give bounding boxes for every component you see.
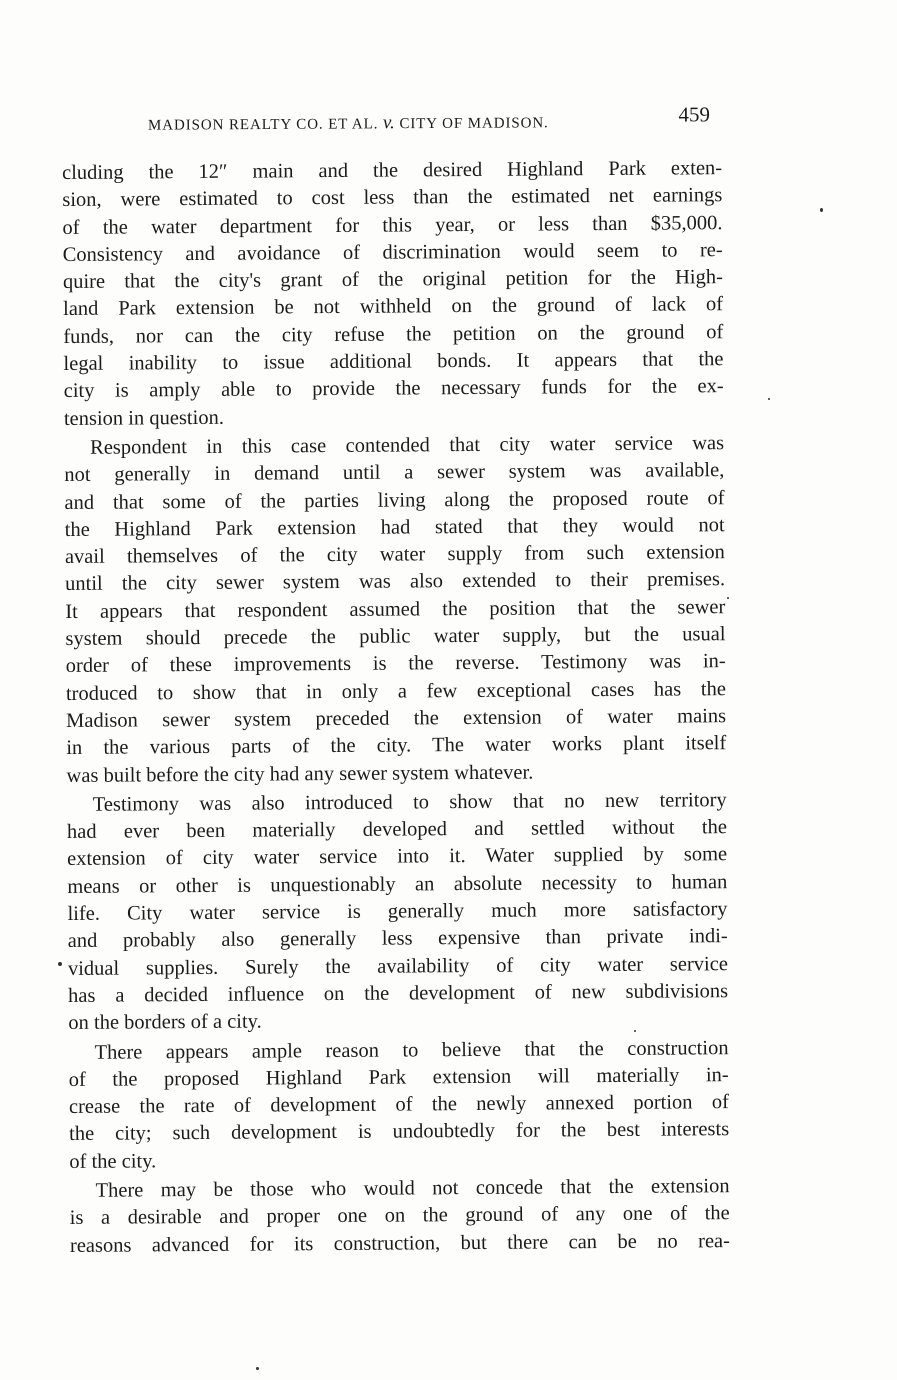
text-line: has a decided influence on the development of new subdivisions xyxy=(68,980,729,1007)
running-head xyxy=(148,102,710,135)
text-line: life. City water service is generally much more satisfactory xyxy=(67,898,728,925)
text-line: the city; such development is undoubtedly for the best interests xyxy=(69,1118,730,1146)
text-line: of the proposed Highland Park extension will materially in- xyxy=(68,1063,729,1091)
text-line: in the various parts of the city. The water works plant itself xyxy=(66,732,727,760)
text-line: legal inability to issue additional bonds. It appears that the xyxy=(63,348,724,376)
paragraph-2 xyxy=(64,430,727,790)
text-line: is a desirable and proper one on the ground of any one of the xyxy=(69,1202,730,1230)
text-line: troduced to show that in only a few exceptional cases has the xyxy=(65,677,726,705)
text-line: funds, nor can the city refuse the petition on the ground of xyxy=(63,320,724,348)
paragraph-4 xyxy=(68,1035,729,1176)
text-line: sion, were estimated to cost less than the estimated net earnings xyxy=(62,184,723,212)
text-line: Madison sewer system preceded the extension of water mains xyxy=(66,705,727,732)
paragraph-5 xyxy=(69,1173,730,1260)
running-title-end: CITY OF MADISON. xyxy=(399,115,549,133)
text-line: until the city sewer system was also extended to their premises. xyxy=(65,568,726,596)
scan-speck xyxy=(634,1030,636,1032)
text-line: extension of city water service into it. Water supplied by some xyxy=(67,843,728,871)
paragraph-3 xyxy=(67,787,729,1038)
scan-speck xyxy=(256,1367,259,1370)
text-line: on the borders of a city. xyxy=(68,1010,262,1035)
text-line: It appears that respondent assumed the position that the sewer xyxy=(65,595,726,623)
text-line: Respondent in this case contended that city water service was xyxy=(90,432,725,459)
text-line: crease the rate of development of the newly annexed portion of xyxy=(68,1091,730,1119)
text-line: order of these improvements is the reverse. Testimony was in- xyxy=(65,650,726,678)
text-line: the Highland Park extension had stated that they would not xyxy=(64,514,725,541)
scan-speck xyxy=(768,398,770,400)
text-line: Testimony was also introduced to show that no new territory xyxy=(92,788,727,816)
text-line: of the water department for this year, or less than $35,000. xyxy=(62,211,723,239)
text-line: quire that the city's grant of the original petition for the High- xyxy=(62,266,723,294)
text-line: and probably also generally less expensive than private indi- xyxy=(67,925,728,953)
scan-speck xyxy=(58,962,62,966)
text-line: Consistency and avoidance of discrimination would seem to re- xyxy=(62,239,723,266)
text-line: city is amply able to provide the necessary funds for the ex- xyxy=(63,375,724,403)
running-title-start: MADISON REALTY CO. ET AL. xyxy=(147,116,379,134)
running-title-versus: v. xyxy=(382,112,395,134)
text-line: There appears ample reason to believe that the construction xyxy=(94,1036,729,1064)
scan-speck xyxy=(820,208,823,212)
text-line: cluding the 12″ main and the desired Highland Park exten- xyxy=(62,157,723,184)
text-line: not generally in demand until a sewer system was available, xyxy=(64,459,725,487)
text-line: of the city. xyxy=(69,1150,157,1173)
text-line: means or other is unquestionably an absolute necessity to human xyxy=(67,870,728,898)
body-text xyxy=(62,155,730,1260)
scan-speck xyxy=(727,597,729,599)
text-line: had ever been materially developed and settled without the xyxy=(66,816,727,844)
text-line: system should precede the public water supply, but the usual xyxy=(65,623,726,651)
text-line: was built before the city had any sewer system whatever. xyxy=(66,761,534,787)
text-line: and that some of the parties living along the proposed route of xyxy=(64,486,725,514)
running-title xyxy=(148,111,549,135)
text-line: vidual supplies. Surely the availability of city water service xyxy=(67,952,728,980)
page-number: 459 xyxy=(678,102,711,127)
text-line: land Park extension be not withheld on the ground of lack of xyxy=(63,293,724,321)
text-line: reasons advanced for its construction, but there can be no rea- xyxy=(69,1229,731,1257)
text-line: There may be those who would not concede that the extension xyxy=(95,1175,730,1202)
text-line: avail themselves of the city water supply from such extension xyxy=(64,541,725,569)
paragraph-1 xyxy=(62,155,724,433)
text-line: tension in question. xyxy=(63,406,224,430)
